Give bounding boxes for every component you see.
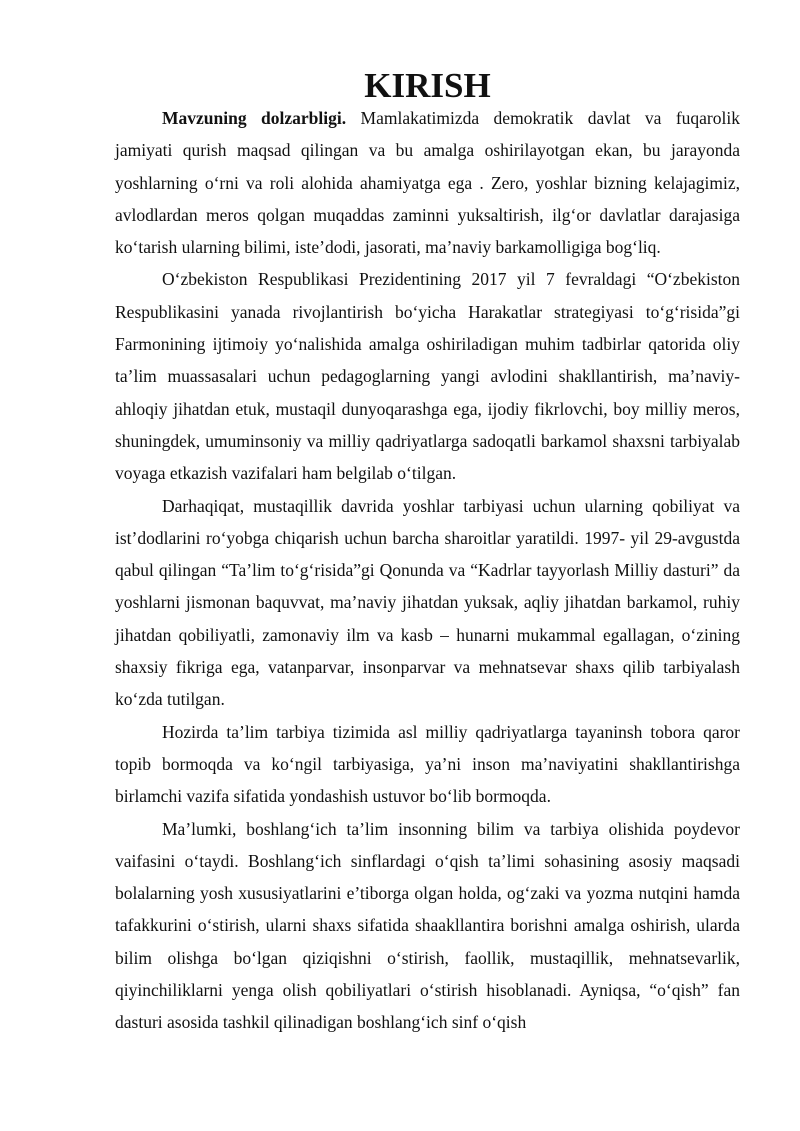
lead-heading: Mavzuning dolzarbligi. [162, 108, 347, 128]
document-page [115, 66, 740, 1039]
paragraph-decree: O‘zbekiston Respublikasi Prezidentining 2017 yil 7 fevraldagi “O‘zbekiston Respublikasini yanada rivojlantirish bo‘yicha Harakatlar strategiyasi to‘g‘risida”gi Farmonining ijtimoiy yo‘nalishida amalga oshiriladigan muhim tadbirlar qatorida oliy ta’lim muassasalari uchun pedagoglarning yangi avlodini shakllantirish, ma’naviy-ahloqiy jihatdan etuk, mustaqil dunyoqarashga ega, ijodiy fikrlovchi, boy milliy meros, shuningdek, umuminsoniy va milliy qadriyatlarga sadoqatli barkamol shaxsni tarbiyalab voyaga etkazish vazifalari ham belgilab o‘tilgan. [115, 269, 740, 484]
paragraph-values: Hozirda ta’lim tarbiya tizimida asl milliy qadriyatlarga tayaninsh tobora qaror topib bormoqda va ko‘ngil tarbiyasiga, ya’ni inson ma’naviyatini shakllantirishga birlamchi vazifa sifatida yondashish ustuvor bo‘lib bormoqda. [115, 721, 740, 807]
section-title: KIRISH [364, 66, 491, 105]
paragraph-relevance [115, 102, 740, 263]
paragraph-text: Mamlakatimizda demokratik davlat va fuqarolik jamiyati qurish maqsad qilingan va bu amalga oshirilayotgan ekan, bu jarayonda yoshlarning o‘rni va roli alohida ahamiyatga ega . Zero, yoshlar bizning kelajagimiz, avlodlardan meros qolgan muqaddas zaminni yuksaltirish, ilg‘or davlatlar darajasiga ko‘tarish ularning bilimi, iste’dodi, jasorati, ma’naviy barkamolligiga bog‘liq. [115, 108, 740, 258]
paragraph-primary-education: Ma’lumki, boshlang‘ich ta’lim insonning bilim va tarbiya olishida poydevor vaifasini o‘taydi. Boshlang‘ich sinflardagi o‘qish ta’limi sohasining asosiy maqsadi bolalarning yosh xususiyatlarini e’tiborga olgan holda, og‘zaki va yozma nutqini hamda tafakkurini o‘stirish, ularni shaxs sifatida shaakllantira borishni amalga oshirish, ularda bilim olishga bo‘lgan qiziqishni o‘stirish, faollik, mustaqillik, mehnatsevarlik, qiyinchiliklarni yenga olish qobiliyatlari o‘stirish hisoblanadi. Ayniqsa, “o‘qish” fan dasturi asosida tashkil qilinadigan boshlang‘ich sinf o‘qish [115, 818, 740, 1033]
paragraph-independence: Darhaqiqat, mustaqillik davrida yoshlar tarbiyasi uchun ularning qobiliyat va ist’dodlarini ro‘yobga chiqarish uchun barcha sharoitlar yaratildi. 1997- yil 29-avgustda qabul qilingan “Ta’lim to‘g‘risida”gi Qonunda va “Kadrlar tayyorlash Milliy dasturi” da yoshlarni jismonan baquvvat, ma’naviy jihatdan yuksak, aqliy jihatdan barkamol, ruhiy jihatdan qobiliyatli, zamonaviy ilm va kasb – hunarni mukammal egallagan, o‘zining shaxsiy fikriga ega, vatanparvar, insonparvar va mehnatsevar shaxs qilib tarbiyalash ko‘zda tutilgan. [115, 495, 740, 710]
